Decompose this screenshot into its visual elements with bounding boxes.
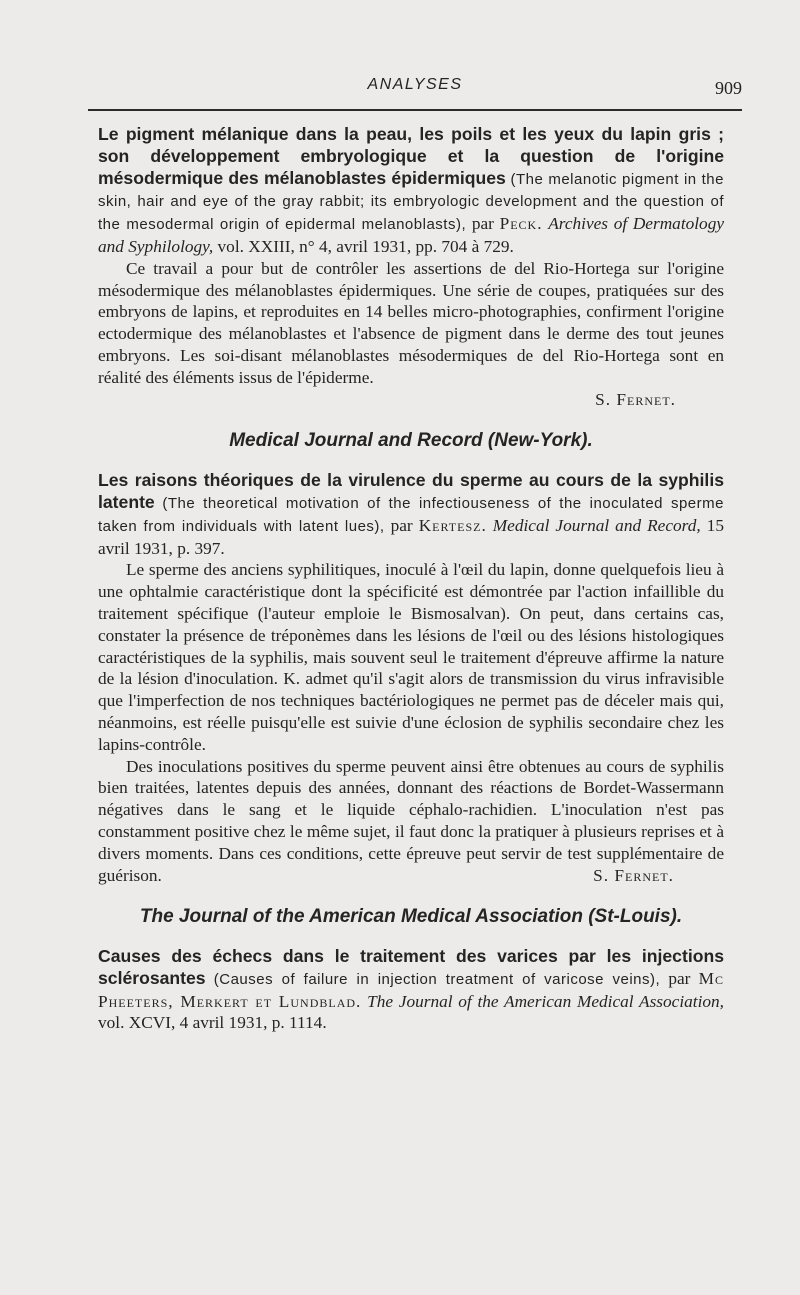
article-3-authors: Mc Pheeters, Merkert et Lundblad. xyxy=(98,968,724,1011)
article-1-by: par xyxy=(471,214,494,234)
article-2-body-2: Des inoculations positives du sperme peuvent ainsi être obtenues au cours de syphilis bien traitées, latentes depuis des années, donnant des réactions de Bordet-Wassermann négatives dans le sang et le liquide céphalo-rachidien. L'inoculation n'est pas constamment positive chez le même sujet, il faut donc la pratiquer à plusieurs reprises et à divers moments. Dans ces conditions, cette épreuve peut servir de test supplémentaire de guérison. xyxy=(98,756,724,885)
article-2-signature: S. Fernet. xyxy=(593,865,674,885)
article-2-paragraph-2 xyxy=(98,756,724,887)
article-1-heading xyxy=(98,124,724,258)
article-3-citation: vol. XCVI, 4 avril 1931, p. 1114. xyxy=(98,1013,327,1033)
article-1-english-title: (The melanotic pigment in the skin, hair and eye of the gray rabbit; its embryologic development and the question of the mesodermal origin of epidermal melanoblasts), xyxy=(98,170,724,234)
header-rule xyxy=(88,109,742,111)
article-1-citation: vol. XXIII, n° 4, avril 1931, pp. 704 à 729. xyxy=(217,236,514,256)
running-head xyxy=(88,76,742,106)
page-content xyxy=(98,124,724,1034)
article-2-body-1: Le sperme des anciens syphilitiques, inoculé à l'œil du lapin, donne quelquefois lieu à une ophtalmie caractéristique dont la spécificité est démontrée par l'action infaillible du traitement spécifique (l'auteur emploie le Bismosalvan). On peut, dans certains cas, constater la présence de tréponèmes dans les lésions de l'œil ou des lésions histologiques caractéristiques de la syphilis, mais souvent seul le traitement d'épreuve affirme la nature de la lésion d'inoculation. K. admet qu'il s'agit alors de transmission du virus infravisible que l'imperfection de nos techniques bactériologiques ne permet pas de déceler mais qui, néanmoins, est réelle puisqu'elle est suivie d'une éclosion de syphilis secondaire chez les lapins-contrôle. xyxy=(98,560,724,754)
article-1-signature: S. Fernet. xyxy=(595,389,676,409)
article-3-english-title: (Causes of failure in injection treatment of varicose veins), xyxy=(213,970,661,988)
article-3-journal: The Journal of the American Medical Association, xyxy=(367,991,724,1011)
article-1-author: Peck. xyxy=(499,214,543,234)
article-1-title: Le pigment mélanique dans la peau, les poils et les yeux du lapin gris ; son développement embryologique et la question de l'origine mésodermique des mélanoblastes épidermiques xyxy=(98,124,724,188)
article-2-heading xyxy=(98,470,724,559)
article-3-by: par xyxy=(668,968,691,988)
article-2-title: Les raisons théoriques de la virulence du sperme au cours de la syphilis latente xyxy=(98,470,724,512)
article-1-journal: Archives of Dermatology and Syphilology, xyxy=(98,214,725,256)
article-2-english-title: (The theoretical motivation of the infectiouseness of the inoculated sperme taken from individuals with latent lues), xyxy=(98,494,724,535)
article-1-body: Ce travail a pour but de contrôler les assertions de del Rio-Hortega sur l'origine mésodermique des mélanoblastes épidermiques. Une série de coupes, pratiquées sur des embryons de lapins, et reproduites en 14 belles micro-photographies, confirment l'origine ectodermique des mélanoblastes et l'absence de pigment dans le derme des tout jeunes embryons. Les soi-disant mélanoblastes mésodermiques de del Rio-Hortega sont en réalité des éléments issus de l'épiderme. xyxy=(98,258,724,387)
page-number: 909 xyxy=(715,78,742,98)
journal-heading-jama: The Journal of the American Medical Association (St-Louis). xyxy=(139,906,683,928)
article-2-citation: 15 avril 1931, p. 397. xyxy=(98,515,724,558)
article-3-heading xyxy=(98,946,724,1034)
running-title: ANALYSES xyxy=(367,76,463,93)
journal-heading-medical-journal: Medical Journal and Record (New-York). xyxy=(229,430,593,452)
article-3-title: Causes des échecs dans le traitement des varices par les injections sclérosantes xyxy=(98,946,724,988)
article-2-by: par xyxy=(390,515,413,535)
article-2-journal: Medical Journal and Record, xyxy=(492,515,701,535)
article-2-author: Kertesz. xyxy=(418,515,487,535)
